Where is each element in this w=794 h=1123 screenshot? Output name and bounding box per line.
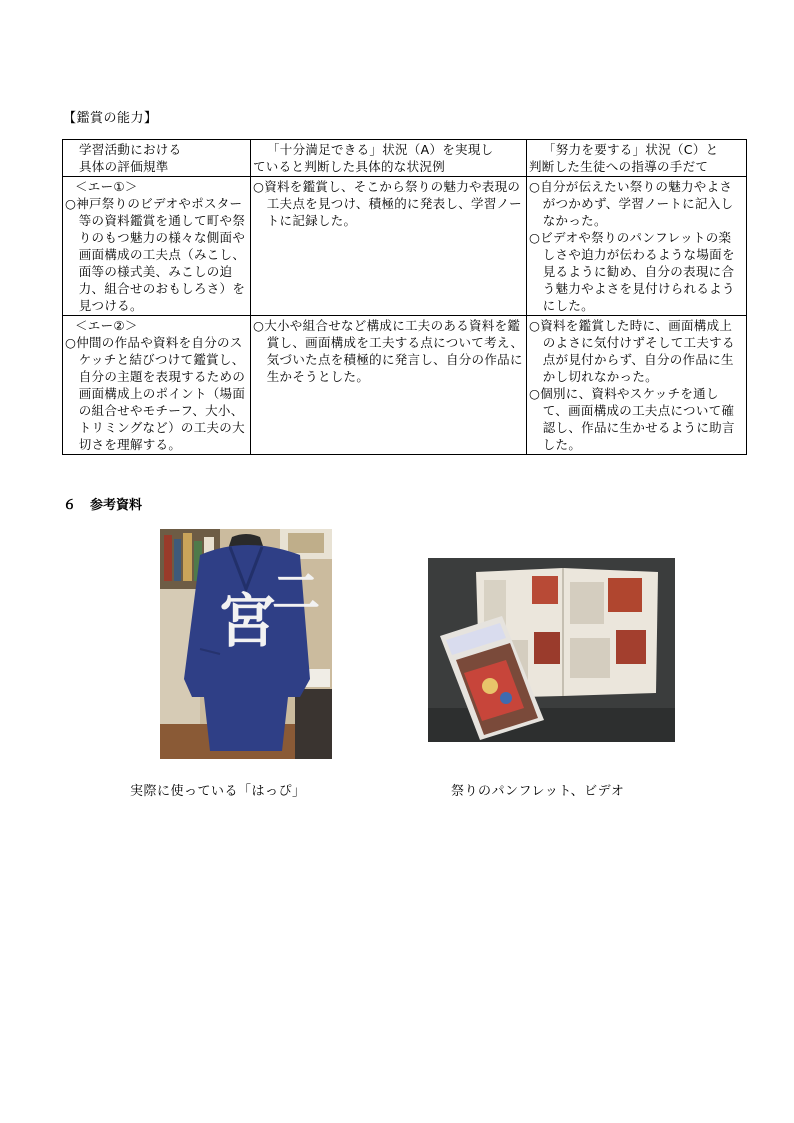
happi-glyph-right: 二 — [272, 565, 321, 621]
status-c-cell — [527, 316, 747, 455]
table-header-row — [63, 140, 747, 177]
status-c-text: ○自分が伝えたい祭りの魅力やよさがつかめず、学習ノートに記入しなかった。 — [529, 179, 734, 228]
criterion-text: ○仲間の作品や資料を自分のスケッチと結びつけて鑑賞し、自分の主題を表現するための画面構成上のポイント（場面の組合せやモチーフ、大小、トリミングなど）の工夫の大切さを理解する。 — [65, 335, 246, 452]
criterion-cell — [63, 316, 251, 455]
criterion-cell — [63, 177, 251, 316]
happi-glyph-left: 宮 — [218, 587, 277, 655]
status-c-text: ○資料を鑑賞した時に、画面構成上のよさに気付けずそして工夫する点が見付からず、自分の作品に生かし切れなかった。 — [529, 318, 735, 384]
evaluation-table — [62, 139, 747, 455]
criterion-tag: ＜エー②＞ — [75, 318, 138, 333]
table-row — [63, 177, 747, 316]
pamphlet-photo-image — [428, 558, 675, 742]
criterion-text: ○神戸祭りのビデオやポスター等の資料鑑賞を通して町や祭りのもつ魅力の様々な側面や画面構成の工夫点（みこし、面等の様式美、みこしの迫力、組合せのおもしろさ）を見つける。 — [65, 196, 246, 313]
status-c-text: ○ビデオや祭りのパンフレットの楽しさや迫力が伝わるような場面を見るように勧め、自分の表現に合う魅力やよさを見付けられるようにした。 — [529, 230, 735, 313]
photo-caption-pamphlet: 祭りのパンフレット、ビデオ — [451, 784, 625, 799]
reference-section-heading — [63, 494, 142, 513]
status-a-cell — [251, 316, 527, 455]
section-title: 参考資料 — [90, 498, 143, 513]
status-a-cell — [251, 177, 527, 316]
header-status-c: 「努力を要する」状況（C）と 判断した生徒への指導の手だて — [527, 140, 747, 177]
criterion-tag: ＜エー①＞ — [75, 179, 138, 194]
status-c-text: ○個別に、資料やスケッチを通して、画面構成の工夫点について確認し、作品に生かせるように助言した。 — [529, 386, 735, 452]
header-criterion: 学習活動における 具体の評価規準 — [63, 140, 251, 177]
happi-photo-image — [160, 529, 332, 759]
section-heading: 【鑑賞の能力】 — [63, 111, 158, 126]
status-a-text: ○大小や組合せなど構成に工夫のある資料を鑑賞し、画面構成を工夫する点について考え、気づいた点を積極的に発言し、自分の作品に生かそうとした。 — [253, 318, 524, 384]
pamphlet-photo — [428, 558, 675, 742]
happi-photo — [160, 529, 332, 759]
header-status-a: 「十分満足できる」状況（A）を実現し ていると判断した具体的な状況例 — [251, 140, 527, 177]
status-a-text: ○資料を鑑賞し、そこから祭りの魅力や表現の工夫点を見つけ、積極的に発表し、学習ノートに記録した。 — [253, 179, 522, 228]
section-number: ６ — [63, 498, 77, 513]
table-row — [63, 316, 747, 455]
photo-caption-happi: 実際に使っている「はっぴ」 — [130, 784, 306, 799]
status-c-cell — [527, 177, 747, 316]
